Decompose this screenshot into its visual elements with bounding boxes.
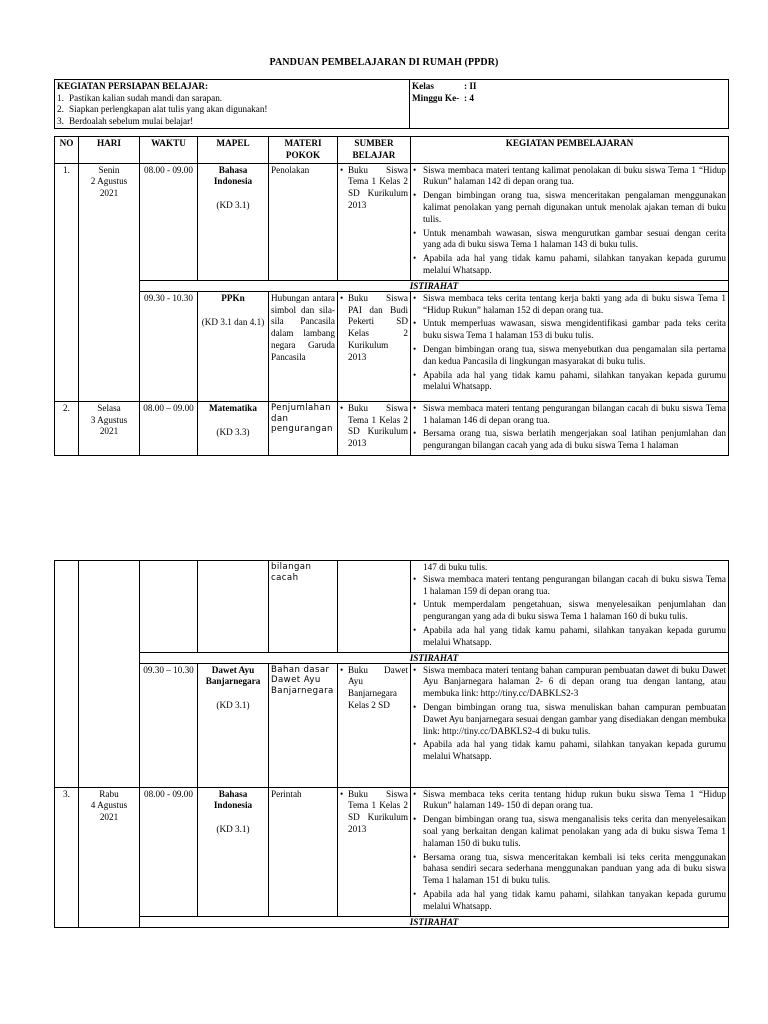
source-cell [338,663,411,787]
no-cell: 3. [55,787,79,927]
list-item: • Apabila ada hal yang tidak kamu pahami, silahkan tanyakan kepada gurumu melalui Whatsapp. [413,370,726,394]
list-item: • Dengan bimbingan orang tua, siswa menceritakan pengalaman menggunakan kalimat penolakan yang pernah digunakan untuk menolak ajakan teman di buku tulis. [413,190,726,225]
list-item: • Siswa membaca teks cerita tentang hidup rukun buku siswa Tema 1 “Hidup Rukun” halaman 149- 150 di depan orang tua. [413,789,726,813]
table-header-row [55,137,729,164]
list-item: • Buku Siswa PAI dan Budi Pekerti SD Kelas 2 Kurikulum 2013 [340,293,408,364]
table-row [55,663,729,787]
istirahat-label: ISTIRAHAT [140,916,729,927]
list-item: • Untuk memperluas wawasan, siswa mengidentifikasi gambar pada teks cerita buku siswa Tema 1 halaman 153 di buku tulis. [413,318,726,342]
list-item: • Untuk menambah wawasan, siswa mengurutkan gambar sesuai dengan cerita yang ada di buku siswa Tema 1 halaman 143 di buku tulis. [413,228,726,252]
table-row [55,291,729,401]
list-item: • Untuk memperdalam pengetahuan, siswa menyelesaikan penjumlahan dan pengurangan yang ada di buku siswa Tema 1 halaman 160 di buku tulis. [413,599,726,623]
time-cell [140,561,198,653]
list-item: • Siswa membaca materi tentang kalimat penolakan di buku siswa Tema 1 “Hidup Rukun” halaman 142 di depan orang tua. [413,165,726,189]
list-item: 2. Siapkan perlengkapan alat tulis yang akan digunakan! [57,104,268,114]
day-cell [79,561,140,788]
list-item: • Dengan bimbingan orang tua, siswa menganalisis teks cerita dan menyelesaikan soal yang berkaitan dengan kalimat penolakan yang ada di buku siswa Tema 1 halaman 150 di buku tulis. [413,814,726,849]
header-sumber: SUMBER BELAJAR [338,137,411,164]
source-cell [338,291,411,401]
source-cell [338,561,411,653]
activity-cell [411,663,729,787]
class-row: Kelas : II [412,81,477,91]
day-cell: Selasa 3 Agustus 2021 [79,401,140,455]
list-item: • Apabila ada hal yang tidak kamu pahami, silahkan tanyakan kepada gurumu melalui Whatsapp. [413,625,726,649]
time-cell: 08.00 – 09.00 [140,401,198,455]
subject-cell: PPKn (KD 3.1 dan 4.1) [198,291,269,401]
header-waktu: WAKTU [140,137,198,164]
table-row [55,561,729,653]
header-kegiatan: KEGIATAN PEMBELAJARAN [411,137,729,164]
list-item: • Apabila ada hal yang tidak kamu pahami, silahkan tanyakan kepada gurumu melalui Whatsapp. [413,739,726,763]
list-item: • Siswa membaca materi tentang pengurangan bilangan cacah di buku siswa Tema 1 halaman 159 di depan orang tua. [413,574,726,598]
list-item: • Buku Siswa Tema 1 Kelas 2 SD Kurikulum 2013 [340,403,408,450]
header-materi: MATERI POKOK [269,137,338,164]
topic-cell: Penjumlahan dan pengurangan [269,401,338,455]
topic-cell: bilangan cacah [269,561,338,653]
day-cell: Senin 2 Agustus 2021 [79,163,140,401]
list-item: • Apabila ada hal yang tidak kamu pahami, silahkan tanyakan kepada gurumu melalui Whatsapp. [413,253,726,277]
schedule-table [54,136,729,456]
break-row [55,652,729,663]
source-cell [338,163,411,280]
time-cell: 09.30 - 10.30 [140,291,198,401]
list-item: • Siswa membaca materi tentang bahan campuran pembuatan dawet di buku Dawet Ayu Banjarnegara halaman 2- 6 di depan orang tua dengan lantang, atau membuka link: http://tiny.cc/DABKLS2-3 [413,665,726,700]
no-cell [55,561,79,788]
list-item: • Buku Siswa Tema 1 Kelas 2 SD Kurikulum 2013 [340,165,408,212]
subject-cell: Bahasa Indonesia (KD 3.1) [198,787,269,916]
source-cell [338,401,411,455]
table-row [55,401,729,455]
istirahat-label: ISTIRAHAT [140,280,729,291]
list-item: 3. Berdoalah sebelum mulai belajar! [57,115,194,126]
topic-cell: Penolakan [269,163,338,280]
list-item: • Apabila ada hal yang tidak kamu pahami, silahkan tanyakan kepada gurumu melalui Whatsapp. [413,889,726,913]
time-cell: 08.00 - 09.00 [140,787,198,916]
week-row: Minggu Ke- : 4 [412,92,474,103]
activity-cell [411,787,729,916]
list-item: • Buku Dawet Ayu Banjarnegara Kelas 2 SD [340,665,408,712]
table-row [55,787,729,916]
list-item: • Dengan bimbingan orang tua, siswa menyebutkan dua pengamalan sila pertama dan kedua Pancasila di lingkungan masyarakat di buku tulis. [413,344,726,368]
preparation-table [54,79,729,129]
day-cell: Rabu 4 Agustus 2021 [79,787,140,927]
list-item: • Bersama orang tua, siswa menceritakan kembali isi teks cerita menggunakan bahasa sendiri secara sederhana menggunakan panduan yang ada di buku siswa Tema 1 halaman 151 di buku tulis. [413,852,726,887]
table-row [55,163,729,280]
preparation-list [57,93,407,128]
no-cell: 1. [55,163,79,401]
class-info-cell [410,80,729,129]
list-item: • Dengan bimbingan orang tua, siswa menuliskan bahan campuran pembuatan Dawet Ayu banjarnegara sesuai dengan gambar yang disediakan dengan membuka link: http://tiny.cc/DABKLS2-4 di buku tulis. [413,702,726,737]
break-row [55,916,729,927]
no-cell: 2. [55,401,79,455]
topic-cell: Hubungan antara simbol dan sila-sila Pancasila dalam lambang negara Garuda Pancasila [269,291,338,401]
header-mapel: MAPEL [198,137,269,164]
topic-cell: Perintah [269,787,338,916]
list-item: • Siswa membaca materi tentang pengurangan bilangan cacah di buku siswa Tema 1 halaman 146 di depan orang tua. [413,403,726,427]
time-cell: 09.30 – 10.30 [140,663,198,787]
schedule-table-continued [54,560,729,928]
break-row [55,280,729,291]
list-item: • Bersama orang tua, siswa berlatih mengerjakan soal latihan penjumlahan dan pengurangan bilangan cacah yang ada di buku siswa Tema 1 halaman [413,428,726,452]
subject-cell [198,561,269,653]
activity-cell [411,163,729,280]
header-hari: HARI [79,137,140,164]
topic-cell: Bahan dasar Dawet Ayu Banjarnegara [269,663,338,787]
preparation-heading: KEGIATAN PERSIAPAN BELAJAR: [57,81,209,91]
activity-cell [411,401,729,455]
source-cell [338,787,411,916]
activity-continuation: 147 di buku tulis. [423,562,488,572]
istirahat-label: ISTIRAHAT [140,652,729,663]
list-item: • Siswa membaca teks cerita tentang kerja bakti yang ada di buku siswa Tema 1 “Hidup Rukun” halaman 152 di depan orang tua. [413,293,726,317]
time-cell: 08.00 - 09.00 [140,163,198,280]
activity-cell [411,291,729,401]
header-no: NO [55,137,79,164]
subject-cell: Matematika (KD 3.3) [198,401,269,455]
page-title: PANDUAN PEMBELAJARAN DI RUMAH (PPDR) [269,57,499,68]
list-item: 1. Pastikan kalian sudah mandi dan sarapan. [57,92,223,103]
preparation-cell [55,80,410,129]
subject-cell: Bahasa Indonesia (KD 3.1) [198,163,269,280]
subject-cell: Dawet Ayu Banjarnegara (KD 3.1) [198,663,269,787]
activity-cell [411,561,729,653]
list-item: • Buku Siswa Tema 1 Kelas 2 SD Kurikulum 2013 [340,789,408,836]
